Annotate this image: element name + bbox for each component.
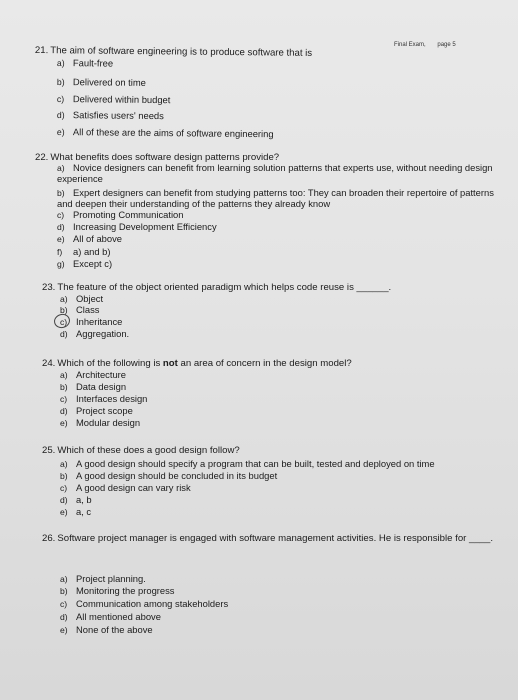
option-text: Modular design	[76, 417, 141, 428]
question-number: 24.	[42, 358, 56, 369]
option	[60, 406, 133, 417]
option-text: Inheritance	[76, 316, 123, 327]
option	[60, 586, 175, 597]
question-prompt-start: Which of the following is	[57, 358, 163, 369]
option	[60, 483, 191, 494]
question-number: 25.	[42, 445, 56, 456]
option	[60, 294, 103, 305]
option-text: Object	[76, 293, 104, 304]
option-text: Increasing Development Efficiency	[73, 221, 217, 232]
option-label: a)	[60, 294, 68, 304]
option-label: d)	[57, 222, 65, 232]
option-text: All of these are the aims of software engineering	[72, 126, 274, 140]
option	[57, 234, 122, 245]
option-label: c)	[60, 599, 68, 609]
option	[60, 370, 126, 381]
option-label: e)	[60, 625, 68, 635]
option-text: Class	[76, 304, 100, 315]
option-text: Data design	[76, 381, 127, 392]
option-label: g)	[57, 259, 65, 269]
option	[60, 329, 129, 340]
option-label: b)	[57, 188, 65, 198]
option-text: All mentioned above	[76, 611, 161, 622]
option-text: Delivered within budget	[72, 93, 171, 106]
option-text: Fault-free	[72, 57, 114, 69]
option-label: e)	[57, 234, 65, 244]
question-number: 26.	[42, 533, 56, 544]
option-text: Promoting Communication	[73, 209, 184, 220]
option-text: None of the above	[76, 624, 153, 635]
option	[60, 612, 161, 623]
option-text: Delivered on time	[72, 76, 146, 88]
question-number: 21.	[34, 45, 49, 57]
option	[60, 418, 140, 429]
option-text: A good design can vary risk	[76, 482, 191, 493]
option-label: c)	[60, 483, 68, 493]
option-label: d)	[60, 329, 68, 339]
question-number: 22.	[35, 152, 49, 163]
option-text: Project planning.	[76, 573, 146, 584]
option-text: Project scope	[76, 405, 133, 416]
option-label: a)	[56, 58, 65, 69]
option	[57, 247, 111, 258]
option-text: Except c)	[73, 258, 113, 269]
question-prompt-end: an area of concern in the design model?	[177, 358, 352, 369]
option-label: b)	[60, 586, 68, 596]
option-label: e)	[60, 418, 68, 428]
option-text: Expert designers can benefit from studying patterns too: They can broaden their repertoire of patterns and deepen their understanding of the patterns they already know	[57, 187, 494, 209]
question-text	[42, 533, 502, 545]
option	[57, 259, 112, 270]
exam-title: Final Exam,	[394, 42, 426, 48]
option-label: b)	[60, 382, 68, 392]
option-label: c)	[60, 317, 68, 327]
question-text	[42, 445, 240, 456]
option-label: d)	[60, 495, 68, 505]
option	[57, 127, 274, 140]
option	[57, 77, 146, 88]
option	[60, 495, 92, 506]
option-text: a) and b)	[73, 246, 111, 257]
option-label: b)	[60, 471, 68, 481]
option	[60, 394, 147, 405]
option	[57, 110, 164, 122]
option	[60, 625, 153, 636]
option	[60, 574, 146, 585]
question-prompt-emphasis: not	[162, 358, 178, 369]
option	[57, 188, 497, 208]
question-number: 23.	[42, 282, 56, 293]
option-text: Monitoring the progress	[76, 585, 175, 596]
option-label: d)	[60, 612, 68, 622]
option-label: a)	[57, 163, 65, 173]
option	[60, 471, 277, 482]
option-label: b)	[60, 305, 68, 315]
question-prompt: Which of these does a good design follow?	[57, 445, 240, 456]
option	[60, 599, 228, 610]
option-label: c)	[57, 210, 65, 220]
option-label: a)	[60, 574, 68, 584]
page-header	[394, 42, 466, 48]
option-text: All of above	[73, 233, 122, 244]
question-prompt: The aim of software engineering is to produce software that is	[50, 45, 313, 59]
question-text	[42, 358, 352, 369]
option-text: Aggregation.	[76, 328, 130, 339]
option-label: a)	[60, 370, 68, 380]
option-text: Novice designers can benefit from learning solution patterns that experts use, without needing design experience	[57, 162, 493, 184]
option-text: Communication among stakeholders	[76, 598, 229, 609]
question-prompt: The feature of the object oriented paradigm which helps code reuse is ______.	[57, 282, 392, 293]
question-prompt: Software project manager is engaged with software management activities. He is responsible for ____.	[57, 533, 494, 544]
question-prompt: What benefits does software design patterns provide?	[50, 152, 280, 163]
option-text: a, c	[76, 506, 92, 517]
page-number: page 5	[437, 42, 456, 48]
option-label: a)	[60, 459, 68, 469]
option-label: e)	[56, 127, 65, 138]
option-label: c)	[60, 394, 68, 404]
option	[57, 222, 217, 233]
option	[60, 459, 435, 470]
option-label: b)	[56, 77, 65, 88]
option	[57, 58, 113, 69]
option	[60, 507, 91, 518]
option-text: Architecture	[76, 369, 127, 380]
question-text	[42, 282, 391, 293]
option-text: Satisfies users' needs	[72, 109, 164, 122]
option-text: Interfaces design	[76, 393, 148, 404]
option-label: d)	[60, 406, 68, 416]
option-label: c)	[56, 94, 65, 105]
option-label: f)	[57, 247, 63, 257]
option-text: A good design should specify a program that can be built, tested and deployed on time	[76, 458, 435, 469]
option	[57, 163, 497, 183]
option	[57, 210, 183, 221]
option-text: A good design should be concluded in its budget	[76, 470, 278, 481]
option-label: e)	[60, 507, 68, 517]
option	[60, 382, 126, 393]
option-text: a, b	[76, 494, 92, 505]
option	[57, 94, 171, 106]
option-label: d)	[56, 110, 65, 121]
